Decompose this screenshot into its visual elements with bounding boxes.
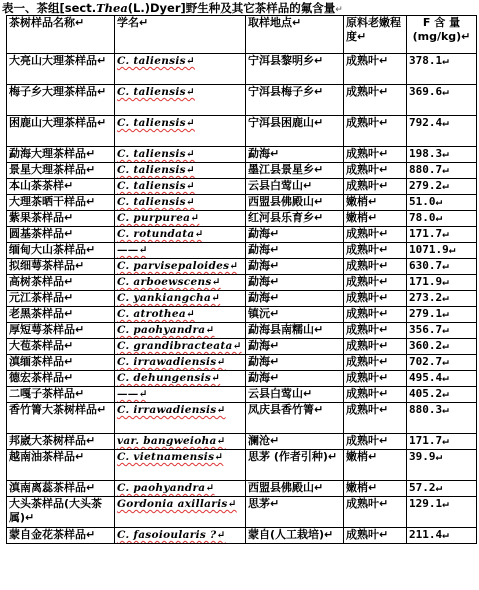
sample-name-cell: 滇缅茶样品↵: [7, 355, 115, 371]
sample-name-cell: 邦崴大茶树样品↵: [7, 434, 115, 450]
maturity-cell: 成熟叶↵: [344, 85, 407, 116]
sample-name-cell: 勐海大理茶样品↵: [7, 147, 115, 163]
sample-name-cell: 蒙自金花茶样品↵: [7, 528, 115, 544]
sample-name-cell: 元江茶样品↵: [7, 291, 115, 307]
species-cell: [115, 403, 246, 434]
title-paragraph-mark: ↵: [335, 5, 343, 15]
fluoride-value-cell: 171.7↵: [407, 434, 477, 450]
sample-name-cell: 景星大理茶样品↵: [7, 163, 115, 179]
maturity-cell: 成熟叶↵: [344, 259, 407, 275]
species-cell: [115, 163, 246, 179]
species-cell: [115, 195, 246, 211]
location-cell: 澜沧↵: [246, 434, 344, 450]
fluoride-value-cell: 39.9↵: [407, 450, 477, 481]
species-cell: [115, 323, 246, 339]
sample-name-cell: 老黑茶样品↵: [7, 307, 115, 323]
maturity-cell: 成熟叶↵: [344, 355, 407, 371]
species-cell: [115, 450, 246, 481]
species-text: C. purpurea↵: [117, 212, 200, 224]
location-cell: 勐海↵: [246, 243, 344, 259]
sample-name-cell: 厚短萼茶样品↵: [7, 323, 115, 339]
species-text: C. parvisepaloides↵: [117, 260, 239, 272]
table-row: [7, 291, 477, 307]
species-text: ——↵: [117, 388, 148, 400]
document-title: [2, 0, 343, 16]
table-row: [7, 387, 477, 403]
sample-name-cell: 德宏茶样品↵: [7, 371, 115, 387]
fluoride-value-cell: 360.2↵: [407, 339, 477, 355]
fluoride-value-cell: 1071.9↵: [407, 243, 477, 259]
maturity-cell: 成熟叶↵: [344, 387, 407, 403]
maturity-cell: 嫩梢↵: [344, 195, 407, 211]
sample-name-cell: 缅甸大山茶样品↵: [7, 243, 115, 259]
fluoride-value-cell: 279.2↵: [407, 179, 477, 195]
maturity-cell: 成熟叶↵: [344, 275, 407, 291]
table-row: [7, 85, 477, 116]
maturity-cell: 成熟叶↵: [344, 116, 407, 147]
table-row: [7, 227, 477, 243]
species-cell: [115, 434, 246, 450]
maturity-cell: 嫩梢↵: [344, 211, 407, 227]
maturity-cell: 成熟叶↵: [344, 497, 407, 528]
table-row: [7, 275, 477, 291]
table-row: [7, 481, 477, 497]
table-header-row: [7, 16, 477, 54]
maturity-cell: 成熟叶↵: [344, 227, 407, 243]
title-suffix: (L.)Dyer]野生种及其它茶样品的氟含量: [127, 1, 336, 15]
fluoride-value-cell: 57.2↵: [407, 481, 477, 497]
fluoride-value-cell: 792.4↵: [407, 116, 477, 147]
location-cell: 思茅 (作者引种)↵: [246, 450, 344, 481]
species-cell: [115, 243, 246, 259]
species-text: ——↵: [117, 244, 148, 256]
species-cell: [115, 179, 246, 195]
maturity-cell: 成熟叶↵: [344, 371, 407, 387]
maturity-cell: 成熟叶↵: [344, 243, 407, 259]
fluoride-value-cell: 198.3↵: [407, 147, 477, 163]
species-cell: [115, 54, 246, 85]
species-cell: [115, 259, 246, 275]
sample-name-cell: 二嘎子茶样品↵: [7, 387, 115, 403]
fluoride-value-cell: 495.4↵: [407, 371, 477, 387]
table-row: [7, 371, 477, 387]
maturity-cell: 成熟叶↵: [344, 339, 407, 355]
location-cell: 宁洱县困鹿山↵: [246, 116, 344, 147]
species-cell: [115, 387, 246, 403]
location-cell: 勐海↵: [246, 339, 344, 355]
fluoride-content-table: [6, 15, 477, 544]
sample-name-cell: 大亮山大理茶样品↵: [7, 54, 115, 85]
table-row: [7, 403, 477, 434]
fluoride-value-cell: 630.7↵: [407, 259, 477, 275]
fluoride-value-cell: 378.1↵: [407, 54, 477, 85]
sample-name-cell: 梅子乡大理茶样品↵: [7, 85, 115, 116]
species-text: Gordonia axillaris↵: [117, 498, 237, 510]
location-cell: 思茅↵: [246, 497, 344, 528]
species-cell: [115, 291, 246, 307]
fluoride-value-cell: 211.4↵: [407, 528, 477, 544]
fluoride-value-cell: 273.2↵: [407, 291, 477, 307]
table-row: [7, 434, 477, 450]
species-text: C. atrothea↵: [117, 308, 196, 320]
species-text: var. bangweioha↵: [117, 435, 226, 447]
fluoride-value-cell: 702.7↵: [407, 355, 477, 371]
sample-name-cell: 大理茶晒干样品↵: [7, 195, 115, 211]
sample-name-cell: 高树茶样品↵: [7, 275, 115, 291]
sample-name-cell: 滇南离蕊茶样品↵: [7, 481, 115, 497]
species-cell: [115, 211, 246, 227]
maturity-cell: 成熟叶↵: [344, 291, 407, 307]
maturity-cell: 嫩梢↵: [344, 450, 407, 481]
species-text: C. vietnamensis↵: [117, 451, 224, 463]
fluoride-value-cell: 171.7↵: [407, 227, 477, 243]
fluoride-value-cell: 880.7↵: [407, 163, 477, 179]
location-cell: 凤庆县香竹箐↵: [246, 403, 344, 434]
location-cell: 镇沅↵: [246, 307, 344, 323]
species-cell: [115, 307, 246, 323]
species-text: C. paohyandra↵: [117, 482, 215, 494]
header-species: 学名↵: [115, 16, 246, 54]
maturity-cell: 成熟叶↵: [344, 54, 407, 85]
species-text: C. irrawadiensis↵: [117, 356, 226, 368]
species-text: C. taliensis↵: [117, 180, 195, 192]
species-text: C. grandibracteata↵: [117, 340, 242, 352]
location-cell: 宁洱县梅子乡↵: [246, 85, 344, 116]
species-cell: [115, 355, 246, 371]
maturity-cell: 成熟叶↵: [344, 147, 407, 163]
fluoride-value-cell: 880.3↵: [407, 403, 477, 434]
species-text: C. taliensis↵: [117, 117, 195, 129]
location-cell: 西盟县佛殿山↵: [246, 481, 344, 497]
maturity-cell: 成熟叶↵: [344, 307, 407, 323]
fluoride-value-cell: 171.9↵: [407, 275, 477, 291]
table-row: [7, 179, 477, 195]
table-row: [7, 450, 477, 481]
location-cell: 云县白莺山↵: [246, 179, 344, 195]
location-cell: 宁洱县黎明乡↵: [246, 54, 344, 85]
header-maturity: 原料老嫩程度↵: [344, 16, 407, 54]
table-row: [7, 163, 477, 179]
header-location: 取样地点↵: [246, 16, 344, 54]
location-cell: 西盟县佛殿山↵: [246, 195, 344, 211]
location-cell: 勐海↵: [246, 291, 344, 307]
header-fluoride: F 含 量(mg/kg)↵: [407, 16, 477, 54]
species-text: C. arboewscens↵: [117, 276, 221, 288]
species-text: C. rotundata↵: [117, 228, 204, 240]
maturity-cell: 嫩梢↵: [344, 481, 407, 497]
sample-name-cell: 紫果茶样品↵: [7, 211, 115, 227]
species-text: C. fasoioularis ?↵: [117, 529, 226, 541]
table-row: [7, 355, 477, 371]
sample-name-cell: 本山茶茶样↵: [7, 179, 115, 195]
header-sample-name: 茶树样品名称↵: [7, 16, 115, 54]
fluoride-value-cell: 356.7↵: [407, 323, 477, 339]
maturity-cell: 成熟叶↵: [344, 179, 407, 195]
location-cell: 勐海↵: [246, 227, 344, 243]
maturity-cell: 成熟叶↵: [344, 163, 407, 179]
fluoride-value-cell: 405.2↵: [407, 387, 477, 403]
species-text: C. taliensis↵: [117, 164, 195, 176]
species-text: C. taliensis↵: [117, 148, 195, 160]
location-cell: 勐海↵: [246, 371, 344, 387]
species-cell: [115, 497, 246, 528]
sample-name-cell: 香竹箐大茶树样品↵: [7, 403, 115, 434]
species-text: C. taliensis↵: [117, 55, 195, 67]
fluoride-value-cell: 51.0↵: [407, 195, 477, 211]
maturity-cell: 成熟叶↵: [344, 434, 407, 450]
table-row: [7, 116, 477, 147]
species-text: C. paohyandra↵: [117, 324, 215, 336]
species-text: C. taliensis↵: [117, 86, 195, 98]
table-row: [7, 307, 477, 323]
location-cell: 红河县乐育乡↵: [246, 211, 344, 227]
maturity-cell: 成熟叶↵: [344, 403, 407, 434]
title-italic-genus: Thea: [96, 1, 128, 15]
maturity-cell: 成熟叶↵: [344, 528, 407, 544]
species-text: C. yankiangcha↵: [117, 292, 221, 304]
location-cell: 勐海↵: [246, 355, 344, 371]
table-row: [7, 259, 477, 275]
sample-name-cell: 拟细萼茶样品↵: [7, 259, 115, 275]
species-cell: [115, 275, 246, 291]
sample-name-cell: 圆基茶样品↵: [7, 227, 115, 243]
sample-name-cell: 越南油茶样品↵: [7, 450, 115, 481]
table-row: [7, 54, 477, 85]
fluoride-value-cell: 129.1↵: [407, 497, 477, 528]
species-cell: [115, 85, 246, 116]
location-cell: 墨江县景星乡↵: [246, 163, 344, 179]
table-row: [7, 211, 477, 227]
location-cell: 蒙自(人工栽培)↵: [246, 528, 344, 544]
location-cell: 勐海↵: [246, 147, 344, 163]
species-cell: [115, 339, 246, 355]
location-cell: 云县白莺山↵: [246, 387, 344, 403]
table-row: [7, 528, 477, 544]
species-cell: [115, 227, 246, 243]
sample-name-cell: 大头茶样品(大头茶属)↵: [7, 497, 115, 528]
species-cell: [115, 147, 246, 163]
sample-name-cell: 困鹿山大理茶样品↵: [7, 116, 115, 147]
table-row: [7, 147, 477, 163]
table-row: [7, 195, 477, 211]
fluoride-value-cell: 369.6↵: [407, 85, 477, 116]
location-cell: 勐海↵: [246, 259, 344, 275]
location-cell: 勐海↵: [246, 275, 344, 291]
species-cell: [115, 528, 246, 544]
title-prefix: 表一、茶组[sect.: [2, 1, 97, 15]
species-text: C. taliensis↵: [117, 196, 195, 208]
maturity-cell: 成熟叶↵: [344, 323, 407, 339]
species-cell: [115, 481, 246, 497]
table-row: [7, 339, 477, 355]
fluoride-value-cell: 279.1↵: [407, 307, 477, 323]
species-cell: [115, 371, 246, 387]
table-row: [7, 323, 477, 339]
table-row: [7, 243, 477, 259]
fluoride-value-cell: 78.0↵: [407, 211, 477, 227]
species-text: C. irrawadiensis↵: [117, 404, 226, 416]
location-cell: 勐海县南糯山↵: [246, 323, 344, 339]
species-cell: [115, 116, 246, 147]
table-row: [7, 497, 477, 528]
species-text: C. dehungensis↵: [117, 372, 221, 384]
sample-name-cell: 大苞茶样品↵: [7, 339, 115, 355]
